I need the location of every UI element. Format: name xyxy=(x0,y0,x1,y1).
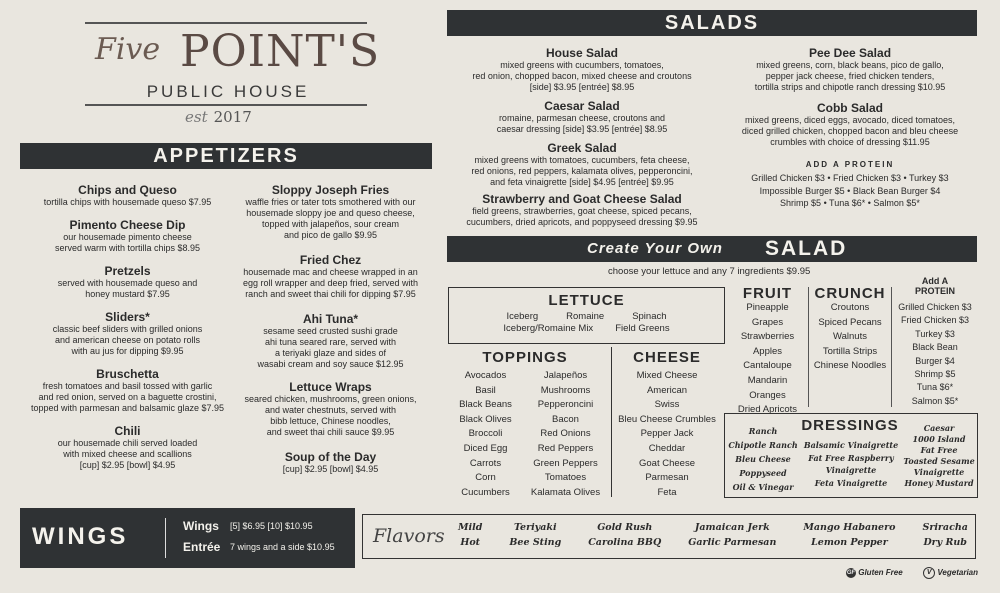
menu-item xyxy=(20,183,235,208)
menu-item-description: sesame seed crusted sushi grade ahi tuna seared rare, served with a teriyaki glaze and sides of wasabi cream and soy sauce $12.95 xyxy=(257,326,404,369)
topping-item: Green Peppers xyxy=(533,457,598,469)
protein-line: Impossible Burger $5 • Black Bean Burger $4 xyxy=(759,185,941,196)
flavor-item: Carolina BBQ xyxy=(588,537,662,548)
logo-points: POINT'S xyxy=(180,26,381,77)
dressings-box xyxy=(724,413,978,498)
restaurant-logo xyxy=(85,22,381,106)
fruit-item: Dried Apricots xyxy=(737,404,798,416)
topping-item: Diced Egg xyxy=(463,442,508,454)
protein-item: Turkey $3 xyxy=(915,328,955,339)
cheese-item: Swiss xyxy=(654,399,680,411)
topping-item: Corn xyxy=(475,472,496,484)
menu-item-name: Sliders* xyxy=(105,310,150,324)
topping-item: Red Onions xyxy=(540,428,591,440)
dressings-column-b xyxy=(799,439,903,489)
entree-price: 7 wings and a side $10.95 xyxy=(230,542,335,552)
menu-item xyxy=(447,46,717,93)
lettuce-row-1 xyxy=(449,311,724,322)
dressing-item: Chipotle Ranch xyxy=(728,440,798,450)
fruit-heading: FRUIT xyxy=(742,285,793,302)
flavor-item: Hot xyxy=(460,537,481,548)
menu-item xyxy=(20,310,235,357)
protein-item: Tuna $6* xyxy=(916,382,954,393)
fruit-item: Mandarin Oranges xyxy=(747,374,788,401)
menu-item-name: Fried Chez xyxy=(299,253,362,267)
crunch-item: Chinese Noodles xyxy=(813,360,887,372)
menu-item-description: our housemade pimento cheese served warm with tortilla chips $8.95 xyxy=(54,232,201,253)
wings-price: [5] $6.95 [10] $10.95 xyxy=(230,521,313,531)
cheese-column xyxy=(612,369,722,500)
dressing-item: Bleu Cheese xyxy=(735,454,791,464)
menu-item xyxy=(722,46,978,93)
entree-label: Entrée xyxy=(183,540,221,554)
menu-item-name: Ahi Tuna* xyxy=(302,312,359,326)
vegetarian-icon: V xyxy=(923,567,935,579)
divider xyxy=(165,518,166,558)
crunch-column xyxy=(808,301,892,374)
menu-item-description: mixed greens with cucumbers, tomatoes, red onion, chopped bacon, mixed cheese and croutons [side] $3.95 [entrée] $8.95 xyxy=(472,60,692,92)
topping-item: Kalamata Olives xyxy=(530,486,601,498)
appetizers-left-column xyxy=(20,183,235,471)
menu-item-description: romaine, parmesan cheese, croutons and caesar dressing [side] $3.95 [entrée] $8.95 xyxy=(496,113,668,134)
protein-line: Shrimp $5 • Tuna $6* • Salmon $5* xyxy=(780,198,920,208)
menu-item-name: Pimento Cheese Dip xyxy=(69,218,186,232)
flavor-item: Lemon Pepper xyxy=(811,537,888,548)
topping-item: Avocados xyxy=(464,370,507,381)
lettuce-item: Iceberg/Romaine Mix xyxy=(503,323,594,334)
flavor-column xyxy=(803,520,895,550)
cheese-item: Pepper Jack xyxy=(640,428,694,440)
menu-item-description: seared chicken, mushrooms, green onions, and water chestnuts, served with bibb lettuce, Chinese noodles, and sweet thai chili sauce $9.95 xyxy=(244,394,417,437)
topping-item: Pepperoncini xyxy=(537,399,594,411)
dressing-item: Balsamic Vinaigrette xyxy=(803,440,899,450)
flavor-item: Garlic Parmesan xyxy=(688,537,777,548)
dressing-item: Ranch xyxy=(748,426,778,436)
menu-item-description: mixed greens, diced eggs, avocado, diced tomatoes, diced grilled chicken, chopped bacon and bleu cheese crumbles with choice of dressing $11.95 xyxy=(741,115,959,147)
menu-item xyxy=(447,99,717,135)
protein-item: Fried Chicken $3 xyxy=(900,315,970,326)
protein-heading: Add A PROTEIN xyxy=(914,276,955,296)
cheese-item: Mixed Cheese xyxy=(636,370,698,381)
menu-item xyxy=(228,450,433,475)
dressing-item: Honey Mustard xyxy=(904,478,974,488)
wings-panel xyxy=(20,508,355,568)
menu-item-name: Chili xyxy=(114,424,141,438)
fruit-item: Grapes xyxy=(751,316,784,328)
cheese-item: Cheddar xyxy=(648,442,686,454)
menu-item-name: Lettuce Wraps xyxy=(289,380,372,394)
menu-item-description: field greens, strawberries, goat cheese, spiced pecans, cucumbers, dried apricots, and poppyseed dressing $9.95 xyxy=(466,206,698,227)
flavor-column xyxy=(509,520,561,550)
salads-right-column xyxy=(722,46,978,148)
cheese-item: Bleu Cheese Crumbles xyxy=(618,413,716,425)
fruit-item: Strawberries xyxy=(740,331,795,343)
create-subtitle: choose your lettuce and any 7 ingredients $9.95 xyxy=(608,266,811,277)
add-protein-list xyxy=(722,172,978,210)
flavor-item: Sriracha xyxy=(922,522,968,533)
lettuce-box xyxy=(448,287,725,344)
topping-item: Broccoli xyxy=(468,428,503,440)
flavor-column xyxy=(588,520,661,550)
wings-title: WINGS xyxy=(32,523,129,550)
menu-item-description: housemade mac and cheese wrapped in an egg roll wrapper and deep fried, served with ranch and sweet thai chili for dipping $7.95 xyxy=(242,267,419,299)
dressing-item: 1000 Island xyxy=(912,434,966,444)
dressings-column-c xyxy=(903,423,975,489)
menu-item xyxy=(20,424,235,471)
topping-item: Red Peppers xyxy=(537,442,594,454)
cheese-heading: CHEESE xyxy=(633,349,701,366)
create-title-b: SALAD xyxy=(765,237,848,260)
menu-item xyxy=(20,264,235,300)
protein-item: Shrimp $5 xyxy=(914,369,956,380)
menu-item-name: Soup of the Day xyxy=(284,450,377,464)
flavor-item: Bee Sting xyxy=(509,537,562,548)
topping-item: Carrots xyxy=(469,457,502,469)
protein-item: Grilled Chicken $3 xyxy=(898,302,972,312)
fruit-item: Cantaloupe xyxy=(743,360,792,372)
flavors-box xyxy=(362,514,976,559)
logo-public-house: PUBLIC HOUSE xyxy=(146,82,310,101)
flavors-list xyxy=(458,520,968,550)
menu-item xyxy=(228,312,433,370)
menu-item-name: Greek Salad xyxy=(547,141,617,155)
vegetarian-label: Vegetarian xyxy=(937,568,978,578)
topping-item: Black Olives xyxy=(459,413,512,425)
menu-item xyxy=(447,192,717,228)
menu-item-description: our housemade chili served loaded with mixed cheese and scallions [cup] $2.95 [bowl] $4.95 xyxy=(57,438,198,470)
create-salad-header xyxy=(447,236,977,262)
logo-five: Five xyxy=(95,32,161,67)
wings-label: Wings xyxy=(183,519,219,533)
cheese-item: Parmesan xyxy=(645,472,689,484)
menu-item-description: tortilla chips with housemade queso $7.95 xyxy=(43,197,212,207)
gluten-free-icon: GF xyxy=(846,570,856,576)
dressing-item: Feta Vinaigrette xyxy=(814,477,888,488)
crunch-heading: CRUNCH xyxy=(814,285,886,302)
menu-item-name: Sloppy Joseph Fries xyxy=(271,183,390,197)
protein-column xyxy=(892,301,978,408)
menu-item-description: fresh tomatoes and basil tossed with garlic and red onion, served on a baguette crostini, topped with parmesan and balsamic glaze $7.95 xyxy=(30,381,225,413)
menu-item-description: mixed greens with tomatoes, cucumbers, feta cheese, red onions, red peppers, kalamata olives, pepperoncini, and feta vinaigrette [side] $4.95 [entrée] $9.95 xyxy=(471,155,693,187)
menu-item-name: Caesar Salad xyxy=(544,99,620,113)
protein-item: Salmon $5* xyxy=(911,395,959,406)
menu-item-name: Chips and Queso xyxy=(78,183,177,197)
dressings-heading: DRESSINGS xyxy=(801,417,899,434)
menu-item-name: Strawberry and Goat Cheese Salad xyxy=(482,192,682,206)
menu-item-name: House Salad xyxy=(545,46,619,60)
lettuce-row-2 xyxy=(449,323,724,334)
lettuce-item: Field Greens xyxy=(615,323,670,334)
menu-item-description: [cup] $2.95 [bowl] $4.95 xyxy=(282,464,379,474)
fruit-column xyxy=(730,301,805,418)
toppings-heading: TOPPINGS xyxy=(482,349,568,366)
menu-item xyxy=(228,253,433,300)
flavor-column xyxy=(458,520,482,550)
protein-item: Black Bean Burger $4 xyxy=(912,342,958,366)
menu-item xyxy=(228,183,433,241)
gluten-free-label: Gluten Free xyxy=(858,568,903,578)
flavor-item: Jamaican Jerk xyxy=(694,522,770,533)
topping-item: Basil xyxy=(475,384,496,396)
menu-item-name: Cobb Salad xyxy=(816,101,883,115)
crunch-item: Tortilla Strips xyxy=(822,345,878,357)
dressing-item: Fat Free Raspberry Vinaigrette xyxy=(808,452,894,475)
topping-item: Jalapeños xyxy=(543,370,588,381)
protein-line: Grilled Chicken $3 • Fried Chicken $3 • Turkey $3 xyxy=(751,173,949,183)
dressing-item: Poppyseed xyxy=(739,468,787,478)
menu-item-description: classic beef sliders with grilled onions and american cheese on potato rolls with au jus for dipping $9.95 xyxy=(52,324,203,356)
add-protein-heading: ADD A PROTEIN xyxy=(805,160,895,169)
flavors-title: Flavors xyxy=(373,525,445,547)
established-year: est 2017 xyxy=(185,108,252,126)
flavor-item: Teriyaki xyxy=(514,522,557,533)
menu-item xyxy=(447,141,717,188)
appetizers-right-column xyxy=(228,183,433,475)
menu-item-description: waffle fries or tater tots smothered with our housemade sloppy joe and queso cheese, topped with jalapeños, sour cream and pico de gallo $9.95 xyxy=(245,197,416,240)
toppings-column-b xyxy=(523,369,608,500)
menu-item-description: served with housemade queso and honey mustard $7.95 xyxy=(57,278,198,299)
dressing-item: Oil & Vinegar xyxy=(732,482,794,492)
topping-item: Black Beans xyxy=(459,399,512,411)
toppings-column-a xyxy=(448,369,523,500)
topping-item: Tomatoes xyxy=(544,472,587,484)
menu-item xyxy=(722,101,978,148)
lettuce-item: Romaine xyxy=(566,311,605,322)
flavor-column xyxy=(922,520,967,550)
flavor-column xyxy=(688,520,776,550)
cheese-item: American xyxy=(646,384,688,396)
crunch-item: Spiced Pecans xyxy=(818,316,882,328)
topping-item: Mushrooms xyxy=(540,384,591,396)
topping-item: Bacon xyxy=(552,413,579,425)
fruit-item: Pineapple xyxy=(746,302,789,313)
lettuce-heading: LETTUCE xyxy=(548,292,625,309)
create-title-a: Create Your Own xyxy=(587,240,723,257)
dressings-column-a xyxy=(727,424,799,494)
dressing-item: Fat Free Toasted Sesame Vinaigrette xyxy=(903,445,975,477)
topping-item: Cucumbers xyxy=(461,486,510,498)
cheese-item: Goat Cheese xyxy=(639,457,695,469)
lettuce-item: Spinach xyxy=(632,311,667,322)
lettuce-item: Iceberg xyxy=(506,311,539,322)
flavor-item: Dry Rub xyxy=(923,537,967,548)
menu-item-name: Bruschetta xyxy=(96,367,159,381)
salads-left-column xyxy=(447,46,717,228)
appetizers-header: APPETIZERS xyxy=(20,143,432,169)
fruit-item: Apples xyxy=(752,345,783,357)
cheese-item: Feta xyxy=(657,486,677,498)
crunch-item: Walnuts xyxy=(833,331,867,343)
legend xyxy=(845,567,978,579)
menu-item xyxy=(228,380,433,438)
salads-header: SALADS xyxy=(447,10,977,36)
menu-item-name: Pee Dee Salad xyxy=(808,46,892,60)
flavor-item: Mild xyxy=(458,522,483,533)
flavor-item: Mango Habanero xyxy=(803,522,896,533)
menu-item-name: Pretzels xyxy=(104,264,151,278)
menu-item-description: mixed greens, corn, black beans, pico de gallo, pepper jack cheese, fried chicken tenders, tortilla strips and chipotle ranch dressing $10.95 xyxy=(754,60,946,92)
crunch-item: Croutons xyxy=(830,302,870,313)
menu-item xyxy=(20,218,235,254)
flavor-item: Gold Rush xyxy=(597,522,653,533)
dressing-item: Caesar xyxy=(923,423,955,433)
menu-item xyxy=(20,367,235,414)
